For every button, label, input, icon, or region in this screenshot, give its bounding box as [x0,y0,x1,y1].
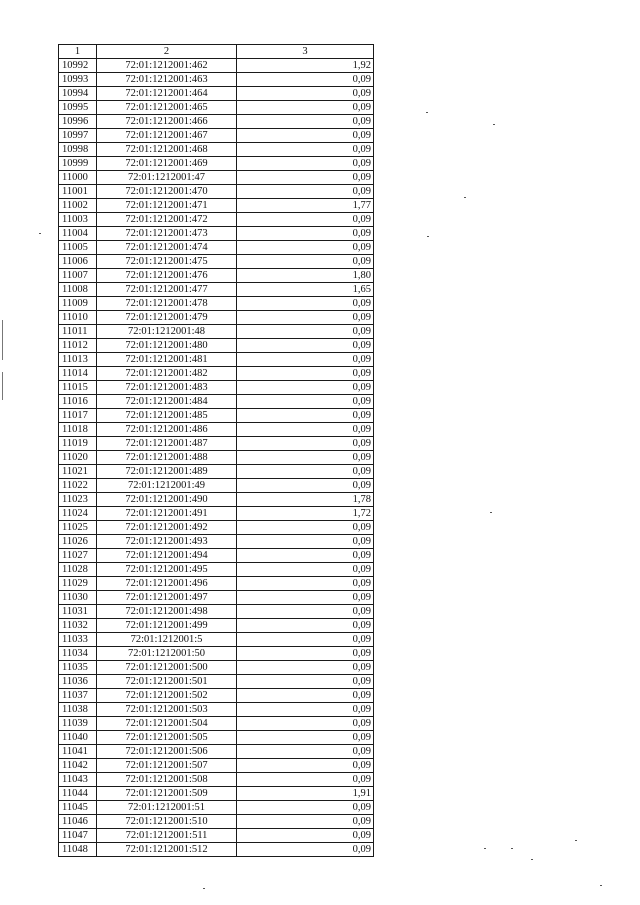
area-value-cell: 0,09 [237,521,374,535]
area-value-cell: 0,09 [237,577,374,591]
area-value-cell: 0,09 [237,479,374,493]
row-number-cell: 11033 [59,633,97,647]
row-number-cell: 11005 [59,241,97,255]
table-row [59,451,374,465]
cadastral-number-cell: 72:01:1212001:470 [97,185,237,199]
cadastral-number-cell: 72:01:1212001:49 [97,479,237,493]
row-number-cell: 11016 [59,395,97,409]
row-number-cell: 10995 [59,101,97,115]
scan-speck [531,859,533,860]
row-number-cell: 11015 [59,381,97,395]
row-number-cell: 11028 [59,563,97,577]
table-row [59,717,374,731]
table-row [59,689,374,703]
row-number-cell: 11040 [59,731,97,745]
area-value-cell: 0,09 [237,227,374,241]
cadastral-number-cell: 72:01:1212001:471 [97,199,237,213]
row-number-cell: 11027 [59,549,97,563]
area-value-cell: 0,09 [237,213,374,227]
row-number-cell: 11045 [59,801,97,815]
table-row [59,87,374,101]
area-value-cell: 1,72 [237,507,374,521]
table-row [59,647,374,661]
area-value-cell: 0,09 [237,703,374,717]
scan-speck [511,848,513,849]
row-number-cell: 11004 [59,227,97,241]
cadastral-number-cell: 72:01:1212001:505 [97,731,237,745]
area-value-cell: 0,09 [237,185,374,199]
table-row [59,843,374,857]
cadastral-number-cell: 72:01:1212001:48 [97,325,237,339]
scan-speck [575,840,577,841]
table-row [59,703,374,717]
table-row [59,59,374,73]
row-number-cell: 11044 [59,787,97,801]
row-number-cell: 11011 [59,325,97,339]
table-row [59,325,374,339]
cadastral-number-cell: 72:01:1212001:483 [97,381,237,395]
table-row [59,619,374,633]
cadastral-number-cell: 72:01:1212001:5 [97,633,237,647]
row-number-cell: 11030 [59,591,97,605]
cadastral-number-cell: 72:01:1212001:474 [97,241,237,255]
row-number-cell: 11047 [59,829,97,843]
cadastral-number-cell: 72:01:1212001:489 [97,465,237,479]
area-value-cell: 0,09 [237,773,374,787]
area-value-cell: 0,09 [237,591,374,605]
area-value-cell: 1,77 [237,199,374,213]
area-value-cell: 0,09 [237,367,374,381]
cadastral-number-cell: 72:01:1212001:490 [97,493,237,507]
area-value-cell: 0,09 [237,311,374,325]
table-row [59,675,374,689]
row-number-cell: 11043 [59,773,97,787]
column-header-2: 2 [97,45,237,59]
area-value-cell: 0,09 [237,549,374,563]
area-value-cell: 0,09 [237,535,374,549]
area-value-cell: 0,09 [237,717,374,731]
cadastral-number-cell: 72:01:1212001:488 [97,451,237,465]
cadastral-number-cell: 72:01:1212001:484 [97,395,237,409]
row-number-cell: 11032 [59,619,97,633]
scan-edge-mark [2,320,3,360]
area-value-cell: 0,09 [237,423,374,437]
cadastral-number-cell: 72:01:1212001:491 [97,507,237,521]
cadastral-number-cell: 72:01:1212001:465 [97,101,237,115]
area-value-cell: 0,09 [237,843,374,857]
row-number-cell: 11012 [59,339,97,353]
cadastral-number-cell: 72:01:1212001:512 [97,843,237,857]
table-row [59,283,374,297]
area-value-cell: 0,09 [237,73,374,87]
area-value-cell: 0,09 [237,87,374,101]
row-number-cell: 10999 [59,157,97,171]
area-value-cell: 0,09 [237,647,374,661]
area-value-cell: 0,09 [237,633,374,647]
area-value-cell: 0,09 [237,325,374,339]
row-number-cell: 11036 [59,675,97,689]
cadastral-number-cell: 72:01:1212001:481 [97,353,237,367]
area-value-cell: 1,80 [237,269,374,283]
area-value-cell: 1,92 [237,59,374,73]
cadastral-number-cell: 72:01:1212001:509 [97,787,237,801]
area-value-cell: 0,09 [237,619,374,633]
row-number-cell: 11017 [59,409,97,423]
row-number-cell: 11018 [59,423,97,437]
table-row [59,801,374,815]
row-number-cell: 11013 [59,353,97,367]
row-number-cell: 10994 [59,87,97,101]
row-number-cell: 11022 [59,479,97,493]
table-row [59,759,374,773]
cadastral-number-cell: 72:01:1212001:492 [97,521,237,535]
table-row [59,311,374,325]
table-row [59,549,374,563]
area-value-cell: 0,09 [237,395,374,409]
table-row [59,339,374,353]
cadastral-number-cell: 72:01:1212001:497 [97,591,237,605]
table-row [59,409,374,423]
row-number-cell: 11035 [59,661,97,675]
table-row [59,381,374,395]
cadastral-number-cell: 72:01:1212001:511 [97,829,237,843]
area-value-cell: 0,09 [237,129,374,143]
table-row [59,157,374,171]
cadastral-number-cell: 72:01:1212001:473 [97,227,237,241]
cadastral-number-cell: 72:01:1212001:493 [97,535,237,549]
area-value-cell: 0,09 [237,339,374,353]
row-number-cell: 11039 [59,717,97,731]
row-number-cell: 11007 [59,269,97,283]
area-value-cell: 0,09 [237,143,374,157]
cadastral-number-cell: 72:01:1212001:486 [97,423,237,437]
table-row [59,297,374,311]
cadastral-number-cell: 72:01:1212001:487 [97,437,237,451]
cadastral-number-cell: 72:01:1212001:472 [97,213,237,227]
cadastral-number-cell: 72:01:1212001:502 [97,689,237,703]
row-number-cell: 11001 [59,185,97,199]
table-row [59,115,374,129]
area-value-cell: 0,09 [237,829,374,843]
table-row [59,213,374,227]
row-number-cell: 11046 [59,815,97,829]
row-number-cell: 11041 [59,745,97,759]
area-value-cell: 0,09 [237,759,374,773]
cadastral-number-cell: 72:01:1212001:510 [97,815,237,829]
cadastral-number-cell: 72:01:1212001:467 [97,129,237,143]
row-number-cell: 10997 [59,129,97,143]
area-value-cell: 1,78 [237,493,374,507]
table-row [59,353,374,367]
area-value-cell: 1,91 [237,787,374,801]
row-number-cell: 11024 [59,507,97,521]
area-value-cell: 0,09 [237,675,374,689]
cadastral-number-cell: 72:01:1212001:477 [97,283,237,297]
table-row [59,367,374,381]
table-row [59,101,374,115]
scan-speck [490,512,492,513]
table-row [59,661,374,675]
scan-edge-mark [2,372,3,400]
row-number-cell: 11038 [59,703,97,717]
table-row [59,465,374,479]
cadastral-number-cell: 72:01:1212001:478 [97,297,237,311]
row-number-cell: 11002 [59,199,97,213]
area-value-cell: 0,09 [237,745,374,759]
cadastral-number-cell: 72:01:1212001:485 [97,409,237,423]
row-number-cell: 11037 [59,689,97,703]
cadastral-number-cell: 72:01:1212001:508 [97,773,237,787]
cadastral-number-cell: 72:01:1212001:504 [97,717,237,731]
cadastral-number-cell: 72:01:1212001:495 [97,563,237,577]
row-number-cell: 11031 [59,605,97,619]
cadastral-number-cell: 72:01:1212001:476 [97,269,237,283]
cadastral-number-cell: 72:01:1212001:501 [97,675,237,689]
table-row [59,787,374,801]
area-value-cell: 0,09 [237,563,374,577]
cadastral-number-cell: 72:01:1212001:50 [97,647,237,661]
table-row [59,773,374,787]
header-row [59,45,374,59]
row-number-cell: 10992 [59,59,97,73]
row-number-cell: 10996 [59,115,97,129]
cadastral-number-cell: 72:01:1212001:51 [97,801,237,815]
table-row [59,521,374,535]
table-row [59,227,374,241]
area-value-cell: 0,09 [237,689,374,703]
table-row [59,507,374,521]
area-value-cell: 0,09 [237,353,374,367]
row-number-cell: 10993 [59,73,97,87]
table-row [59,563,374,577]
cadastral-number-cell: 72:01:1212001:464 [97,87,237,101]
table-row [59,535,374,549]
table-row [59,745,374,759]
table-row [59,479,374,493]
table-header [59,45,374,59]
table-row [59,171,374,185]
cadastral-number-cell: 72:01:1212001:482 [97,367,237,381]
area-value-cell: 0,09 [237,381,374,395]
row-number-cell: 11019 [59,437,97,451]
table-row [59,605,374,619]
area-value-cell: 0,09 [237,241,374,255]
cadastral-number-cell: 72:01:1212001:499 [97,619,237,633]
area-value-cell: 0,09 [237,101,374,115]
scan-speck [203,888,205,889]
area-value-cell: 0,09 [237,731,374,745]
column-header-1: 1 [59,45,97,59]
scan-speck [426,112,428,113]
land-plot-table [58,44,374,857]
cadastral-number-cell: 72:01:1212001:463 [97,73,237,87]
table-row [59,591,374,605]
cadastral-number-cell: 72:01:1212001:47 [97,171,237,185]
table-row [59,255,374,269]
row-number-cell: 11009 [59,297,97,311]
row-number-cell: 11048 [59,843,97,857]
table-row [59,241,374,255]
row-number-cell: 11042 [59,759,97,773]
table-row [59,269,374,283]
table-row [59,437,374,451]
row-number-cell: 11034 [59,647,97,661]
row-number-cell: 11023 [59,493,97,507]
cadastral-number-cell: 72:01:1212001:466 [97,115,237,129]
table-row [59,815,374,829]
table-row [59,493,374,507]
row-number-cell: 11021 [59,465,97,479]
row-number-cell: 11008 [59,283,97,297]
cadastral-number-cell: 72:01:1212001:480 [97,339,237,353]
row-number-cell: 11020 [59,451,97,465]
table-row [59,423,374,437]
cadastral-number-cell: 72:01:1212001:494 [97,549,237,563]
table-row [59,185,374,199]
cadastral-number-cell: 72:01:1212001:506 [97,745,237,759]
cadastral-number-cell: 72:01:1212001:475 [97,255,237,269]
area-value-cell: 0,09 [237,115,374,129]
area-value-cell: 0,09 [237,171,374,185]
area-value-cell: 0,09 [237,661,374,675]
area-value-cell: 0,09 [237,465,374,479]
scan-speck [493,124,495,125]
table-row [59,633,374,647]
area-value-cell: 0,09 [237,255,374,269]
scan-speck [427,236,429,237]
area-value-cell: 0,09 [237,157,374,171]
table-row [59,577,374,591]
table-body [59,59,374,857]
scan-speck [464,197,466,198]
area-value-cell: 0,09 [237,605,374,619]
area-value-cell: 0,09 [237,815,374,829]
area-value-cell: 0,09 [237,437,374,451]
scan-speck [600,885,602,886]
cadastral-number-cell: 72:01:1212001:498 [97,605,237,619]
cadastral-number-cell: 72:01:1212001:503 [97,703,237,717]
cadastral-number-cell: 72:01:1212001:469 [97,157,237,171]
area-value-cell: 0,09 [237,801,374,815]
row-number-cell: 11000 [59,171,97,185]
table-row [59,199,374,213]
row-number-cell: 11029 [59,577,97,591]
table-row [59,143,374,157]
table-row [59,829,374,843]
area-value-cell: 0,09 [237,409,374,423]
cadastral-number-cell: 72:01:1212001:496 [97,577,237,591]
scan-speck [484,848,486,849]
row-number-cell: 11025 [59,521,97,535]
table-row [59,395,374,409]
cadastral-number-cell: 72:01:1212001:462 [97,59,237,73]
row-number-cell: 11010 [59,311,97,325]
scan-speck [39,233,41,234]
area-value-cell: 0,09 [237,297,374,311]
cadastral-number-cell: 72:01:1212001:468 [97,143,237,157]
cadastral-number-cell: 72:01:1212001:507 [97,759,237,773]
column-header-3: 3 [237,45,374,59]
row-number-cell: 10998 [59,143,97,157]
row-number-cell: 11026 [59,535,97,549]
row-number-cell: 11014 [59,367,97,381]
row-number-cell: 11003 [59,213,97,227]
area-value-cell: 0,09 [237,451,374,465]
cadastral-number-cell: 72:01:1212001:479 [97,311,237,325]
table-row [59,73,374,87]
table-row [59,129,374,143]
cadastral-number-cell: 72:01:1212001:500 [97,661,237,675]
table-row [59,731,374,745]
area-value-cell: 1,65 [237,283,374,297]
row-number-cell: 11006 [59,255,97,269]
